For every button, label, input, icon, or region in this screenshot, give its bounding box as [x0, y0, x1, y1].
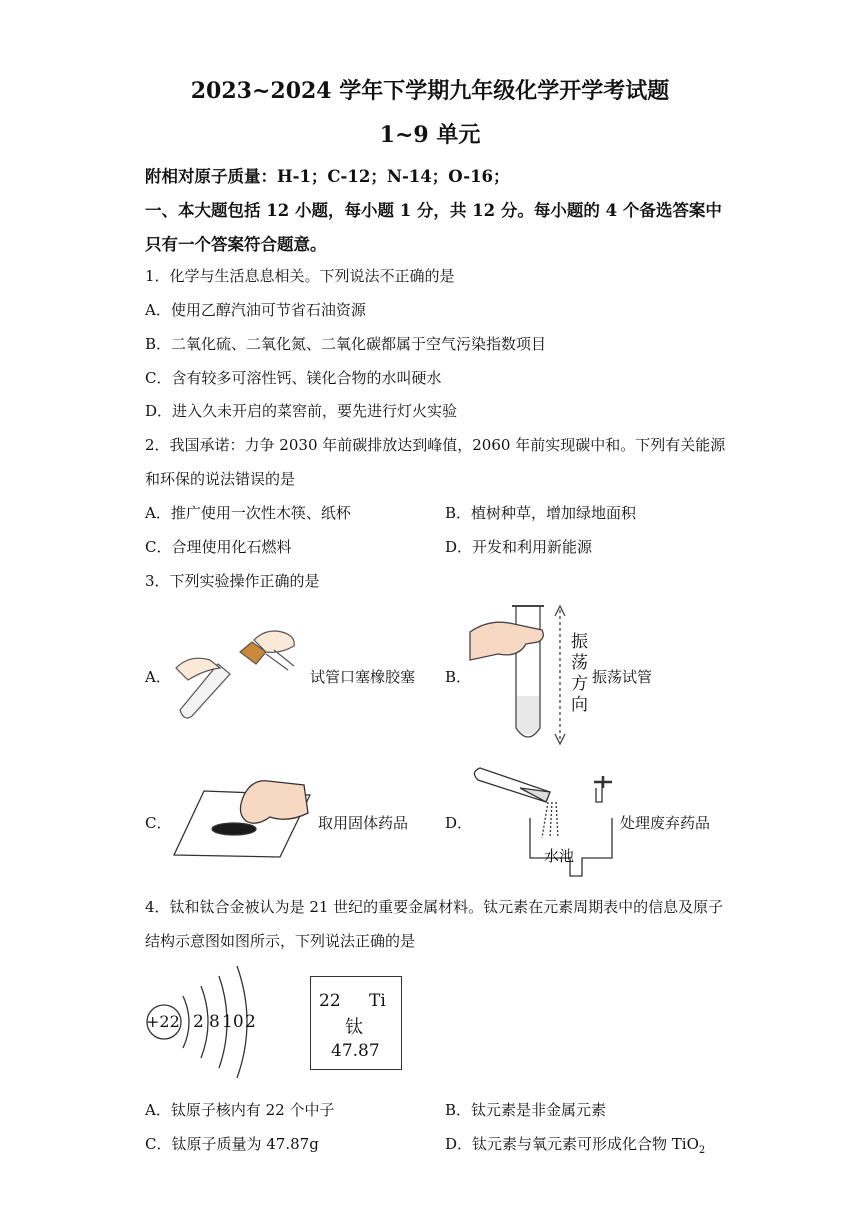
- shaking-test-tube-illustration: [470, 606, 565, 744]
- atom-shell-2: 8: [209, 1012, 220, 1032]
- exam-subtitle: 1~9 单元: [379, 122, 481, 148]
- section1-instructions-line1: 一、本大题包括 12 小题，每小题 1 分，共 12 分。每小题的 4 个备选答案中: [145, 201, 722, 220]
- q4-option-d-text: D．钛元素与氧元素可形成化合物 TiO: [445, 1135, 699, 1153]
- q4-option-d-subscript: 2: [698, 1145, 706, 1156]
- atomic-mass-note: 附相对原子质量：H-1；C-12；N-14；O-16；: [145, 167, 510, 186]
- q4-stem-line2: 结构示意图如图所示，下列说法正确的是: [145, 932, 416, 950]
- q1-option-a: A．使用乙醇汽油可节省石油资源: [145, 301, 366, 319]
- figure-label-char: 振: [571, 632, 588, 652]
- atom-shell-1: 2: [193, 1012, 204, 1032]
- q1-option-d: D．进入久未开启的菜窖前，要先进行灯火实验: [145, 402, 458, 420]
- periodic-table-cell: [310, 976, 402, 1070]
- solid-reagent-illustration: [174, 781, 310, 857]
- q4-option-b: B．钛元素是非金属元素: [445, 1101, 607, 1119]
- q2-option-c: C．合理使用化石燃料: [145, 538, 292, 556]
- q3-b-figure: [468, 600, 588, 745]
- q3-option-d-letter: D．: [445, 814, 473, 832]
- q3-option-a-caption: 试管口塞橡胶塞: [310, 668, 416, 686]
- q3-option-c-letter: C．: [145, 814, 172, 832]
- q4-option-c: C．钛原子质量为 47.87g: [145, 1135, 319, 1153]
- q4-option-a: A．钛原子核内有 22 个中子: [145, 1101, 335, 1119]
- q3-b-figure-label: [571, 632, 591, 716]
- q2-option-d: D．开发和利用新能源: [445, 538, 593, 556]
- q1-option-c: C．含有较多可溶性钙、镁化合物的水叫硬水: [145, 369, 442, 387]
- q4-option-d: [445, 1133, 705, 1156]
- q3-stem: 3．下列实验操作正确的是: [145, 572, 320, 590]
- figure-label-char: 向: [571, 695, 588, 715]
- element-name: 钛: [345, 1017, 363, 1038]
- atom-shell-4: 2: [245, 1012, 256, 1032]
- q2-option-a: A．推广使用一次性木筷、纸杯: [145, 504, 351, 522]
- q1-option-b: B．二氧化硫、二氧化氮、二氧化碳都属于空气污染指数项目: [145, 335, 547, 353]
- q3-option-d-caption: 处理废弃药品: [620, 814, 711, 832]
- atom-nucleus-charge: +22: [146, 1012, 180, 1031]
- q4-stem-line1: 4．钛和钛合金被认为是 21 世纪的重要金属材料。钛元素在元素周期表中的信息及原子: [145, 898, 724, 916]
- q3-d-figure-label: 水池: [544, 847, 575, 865]
- q1-stem: 1．化学与生活息息相关。下列说法不正确的是: [145, 267, 455, 285]
- atomic-mass: 47.87: [331, 1041, 380, 1061]
- q2-stem-line2: 和环保的说法错误的是: [145, 470, 296, 488]
- q3-option-b-caption: 振荡试管: [592, 668, 653, 686]
- exam-title: 2023~2024 学年下学期九年级化学开学考试题: [190, 78, 670, 104]
- atomic-number: 22: [319, 991, 341, 1011]
- element-symbol: Ti: [369, 991, 386, 1011]
- test-tube-stopper-illustration: [176, 631, 294, 718]
- q3-option-b-letter: B．: [445, 668, 472, 686]
- q3-option-a-letter: A．: [145, 668, 171, 686]
- atom-shell-3: 10: [222, 1012, 244, 1032]
- q3-c-figure: [172, 775, 312, 860]
- q2-stem-line1: 2．我国承诺：力争 2030 年前碳排放达到峰值，2060 年前实现碳中和。下列有关能源: [145, 436, 726, 454]
- section1-instructions-line2: 只有一个答案符合题意。: [145, 235, 327, 254]
- q3-option-c-caption: 取用固体药品: [318, 814, 409, 832]
- q3-a-figure: [170, 624, 305, 719]
- figure-label-char: 方: [571, 674, 588, 694]
- figure-label-char: 荡: [571, 653, 588, 673]
- q2-option-b: B．植树种草，增加绿地面积: [445, 504, 637, 522]
